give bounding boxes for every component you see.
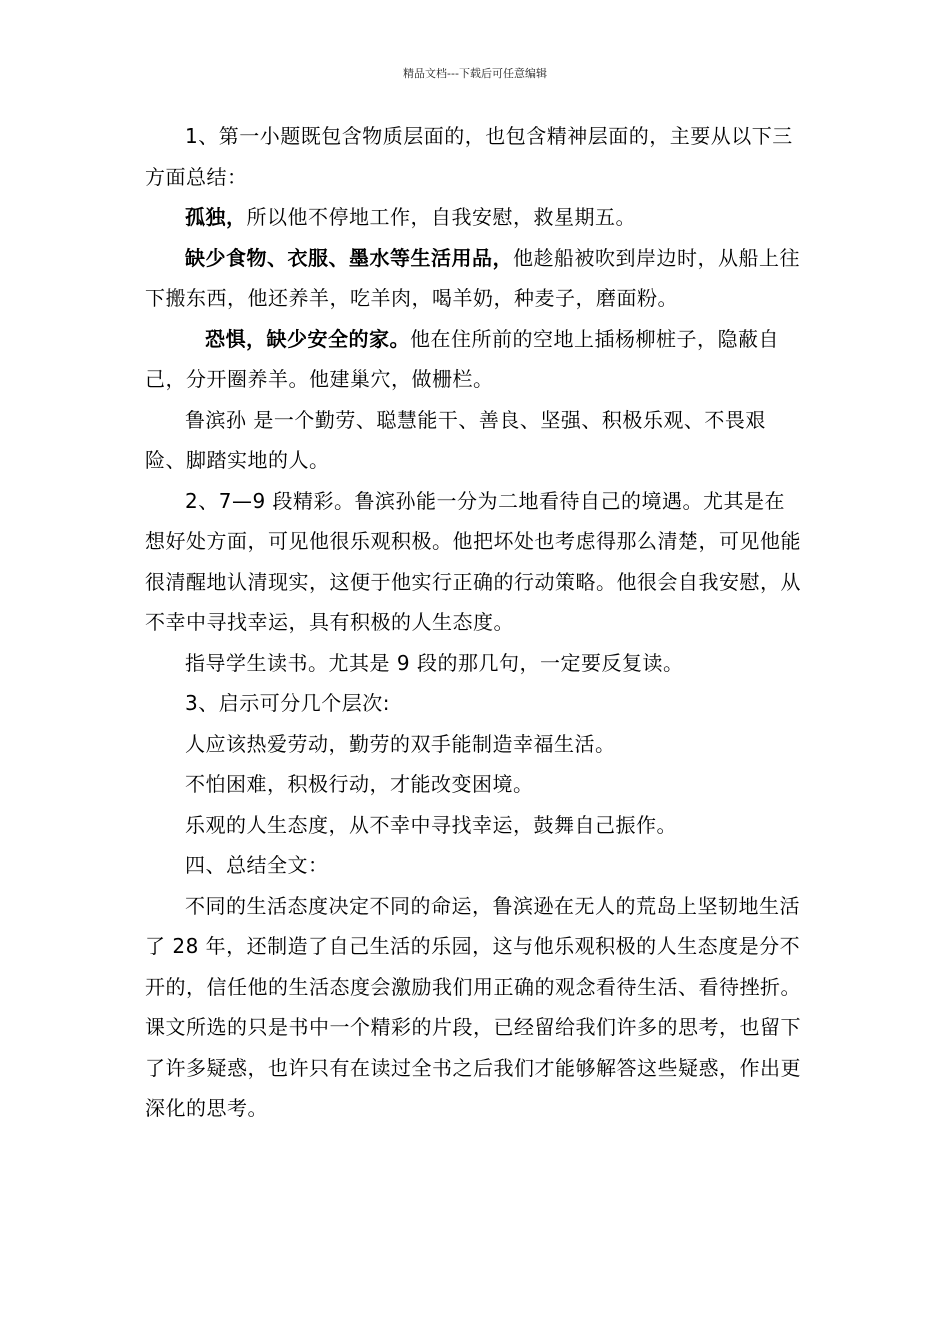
paragraph-text: 四、总结全文： — [185, 853, 329, 877]
paragraph-lead: 孤独， — [185, 205, 247, 229]
paragraph-text: 所以他不停地工作，自我安慰，救星期五。 — [246, 205, 636, 229]
paragraph-section-3 — [145, 683, 805, 724]
paragraph-text: 乐观的人生态度，从不幸中寻找幸运，鼓舞自己振作。 — [185, 812, 677, 837]
paragraph-lesson-labor — [145, 724, 805, 765]
document-body — [145, 116, 805, 1129]
paragraph-fear — [145, 319, 805, 400]
paragraph-text: 1、第一小题既包含物质层面的，也包含精神层面的，主要从以下三方面总结： — [145, 124, 793, 189]
paragraph-character — [145, 400, 805, 481]
paragraph-text: 他趁船被吹到岸边时，从船上往下搬东西，他还养羊，吃羊肉，喝羊奶，种麦子，磨面粉。 — [145, 245, 800, 310]
paragraph-text: 不怕困难，积极行动，才能改变困境。 — [185, 772, 534, 796]
paragraph-section-4 — [145, 845, 805, 886]
paragraph-conclusion — [145, 886, 805, 1129]
paragraph-lack-of-supplies — [145, 238, 805, 319]
paragraph-text: 指导学生读书。尤其是 9 段的那几句，一定要反复读。 — [185, 650, 684, 675]
paragraph-lead: 恐惧，缺少安全的家。 — [205, 326, 410, 351]
paragraph-section-2 — [145, 481, 805, 643]
paragraph-text: 他在住所前的空地上插杨柳桩子，隐蔽自己，分开圈养羊。他建巢穴，做栅栏。 — [145, 326, 779, 391]
paragraph-text: 不同的生活态度决定不同的命运，鲁滨逊在无人的荒岛上坚韧地生活了 28 年，还制造了自己生活的乐园，这与他乐观积极的人生态度是分不开的，信任他的生活态度会激励我们用正确的观念看待生活、看待挫折。课文所选的只是书中一个精彩的片段，已经留给我们许多的思考，也留下了许多疑惑，也许只有在读过全书之后我们才能够解答这些疑惑，作出更深化的思考。 — [145, 893, 801, 1120]
paragraph-reading-guide — [145, 643, 805, 684]
paragraph-lesson-courage — [145, 764, 805, 805]
paragraph-text: 2、7—9 段精彩。鲁滨孙能一分为二地看待自己的境遇。尤其是在想好处方面，可见他很乐观积极。他把坏处也考虑得那么清楚，可见他能很清醒地认清现实，这便于他实行正确的行动策略。他很会自我安慰，从不幸中寻找幸运，具有积极的人生态度。 — [145, 488, 801, 634]
paragraph-summary-intro — [145, 116, 805, 197]
paragraph-text: 3、启示可分几个层次: — [185, 691, 390, 715]
paragraph-loneliness — [145, 197, 805, 238]
paragraph-lead: 缺少食物、衣服、墨水等生活用品， — [185, 245, 513, 270]
paragraph-text: 鲁滨孙 是一个勤劳、聪慧能干、善良、坚强、积极乐观、不畏艰险、脚踏实地的人。 — [145, 407, 766, 472]
paragraph-text: 人应该热爱劳动，勤劳的双手能制造幸福生活。 — [185, 731, 616, 756]
page-header: 精品文档---下载后可任意编辑 — [403, 67, 547, 80]
paragraph-lesson-optimism — [145, 805, 805, 846]
